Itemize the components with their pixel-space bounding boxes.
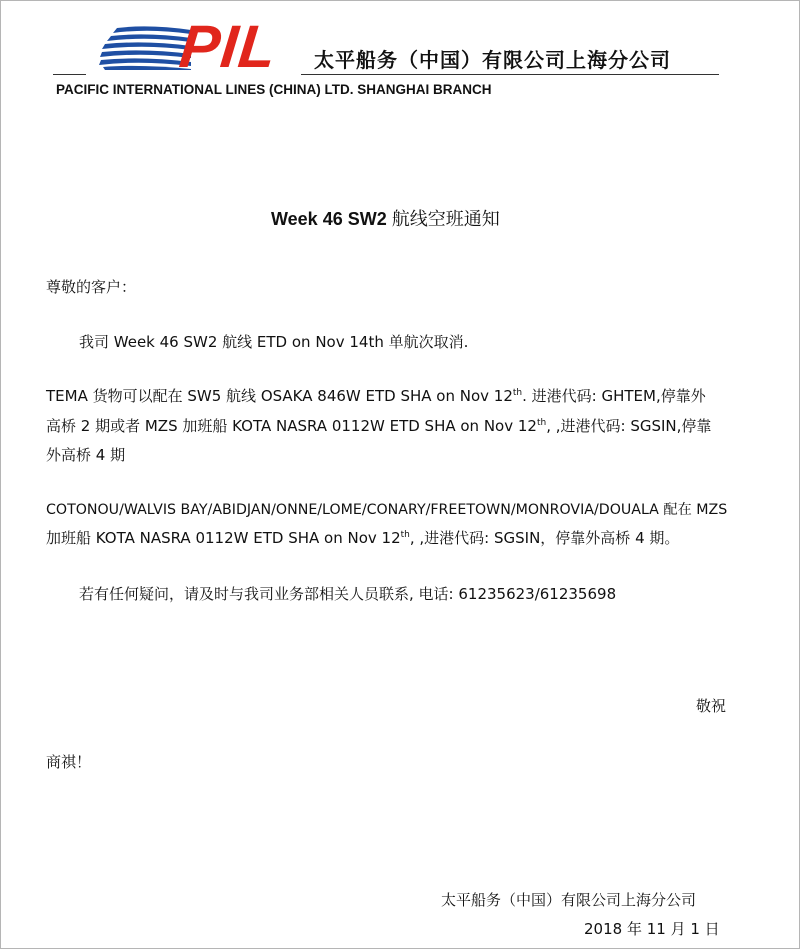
text-segment: , ,进港代码: SGSIN,停靠: [546, 417, 712, 435]
paragraph-ports-line2: [46, 528, 679, 548]
text-segment: . 进港代码: GHTEM,停靠外: [522, 387, 706, 405]
paragraph-tema-line3: 外高桥 4 期: [46, 446, 126, 464]
superscript: th: [536, 418, 547, 428]
text-segment: TEMA 货物可以配在 SW5 航线 OSAKA 846W ETD SHA on Nov 12: [46, 387, 513, 405]
pil-logo-text: PIL: [176, 13, 280, 80]
salutation: 尊敬的客户：: [46, 278, 137, 296]
company-name-chinese: 太平船务（中国）有限公司上海分公司: [314, 48, 671, 72]
notice-title: [271, 205, 500, 231]
company-name-english: PACIFIC INTERNATIONAL LINES (CHINA) LTD. SHANGHAI BRANCH: [56, 82, 492, 97]
paragraph-contact: 若有任何疑问，请及时与我司业务部相关人员联系, 电话: 61235623/61235698: [79, 585, 617, 603]
text-segment: 高桥 2 期或者 MZS 加班船 KOTA NASRA 0112W ETD SHA on Nov 12: [46, 417, 537, 435]
superscript: th: [512, 388, 523, 398]
paragraph-ports-line1: COTONOU/WALVIS BAY/ABIDJAN/ONNE/LOME/CONARY/FREETOWN/MONROVIA/DOUALA 配在 MZS: [46, 502, 728, 518]
header-rule-left: [53, 74, 86, 75]
text-segment: 加班船 KOTA NASRA 0112W ETD SHA on Nov 12: [46, 529, 401, 547]
paragraph-tema-line1: [46, 386, 706, 406]
notice-title-cn: 航线空班通知: [391, 209, 500, 230]
signature-company: 太平船务（中国）有限公司上海分公司: [441, 891, 697, 909]
superscript: th: [400, 530, 410, 540]
paragraph-cancellation: 我司 Week 46 SW2 航线 ETD on Nov 14th 单航次取消.: [79, 333, 469, 351]
closing-wishes: 商祺！: [46, 753, 92, 771]
text-segment: , ,进港代码: SGSIN，停靠外高桥 4 期。: [409, 529, 680, 547]
header-rule-right: [301, 74, 719, 75]
paragraph-tema-line2: [46, 416, 711, 436]
notice-title-en: Week 46 SW2: [271, 209, 387, 229]
signature-date: 2018 年 11 月 1 日: [584, 920, 720, 938]
closing-regards: 敬祝: [696, 697, 727, 715]
